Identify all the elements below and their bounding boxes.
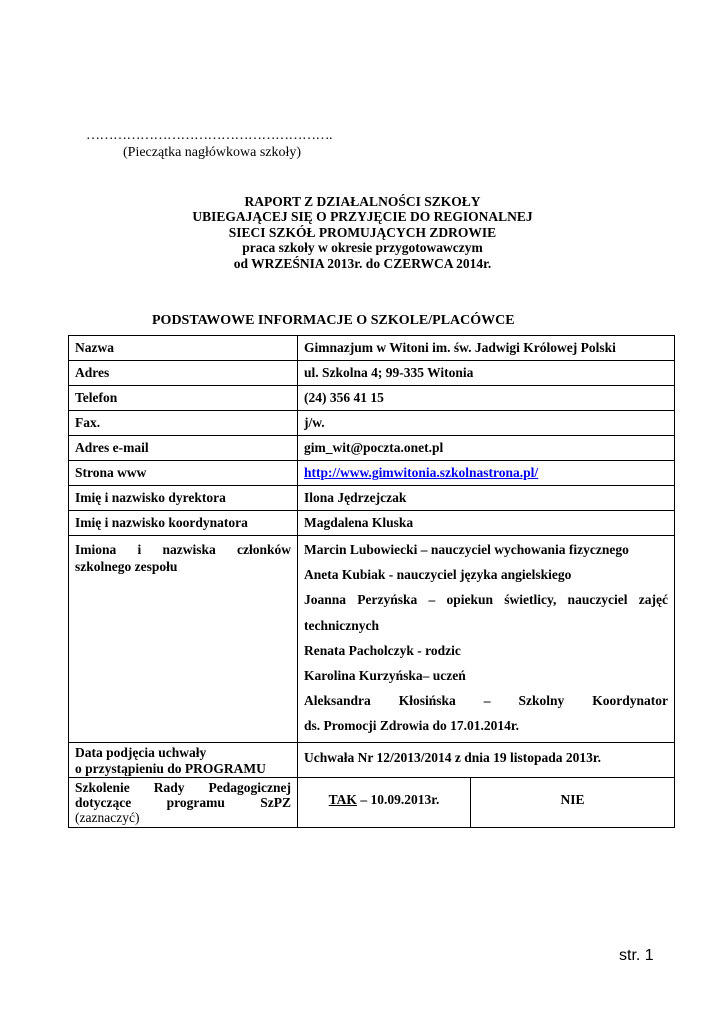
- team-members-cell: [298, 536, 675, 743]
- row-label: Fax.: [69, 411, 298, 436]
- team-member: ds. Promocji Zdrowia do 17.01.2014r.: [304, 718, 520, 734]
- table-row: [69, 361, 675, 386]
- director-value: Ilona Jędrzejczak: [298, 486, 675, 511]
- team-member: Renata Pacholczyk - rodzic: [304, 642, 461, 658]
- fax-value: j/w.: [298, 411, 675, 436]
- table-row: [69, 386, 675, 411]
- resolution-value: Uchwała Nr 12/2013/2014 z dnia 19 listopada 2013r.: [298, 742, 675, 777]
- row-label: Telefon: [69, 386, 298, 411]
- team-member: Aneta Kubiak - nauczyciel języka angielskiego: [304, 567, 572, 583]
- training-label-line1: Szkolenie Rady Pedagogicznej: [75, 779, 291, 795]
- table-row: [69, 486, 675, 511]
- team-member: Marcin Lubowiecki – nauczyciel wychowania fizycznego: [304, 542, 629, 557]
- email-value: gim_wit@poczta.onet.pl: [298, 436, 675, 461]
- table-row: [69, 742, 675, 777]
- row-label: Strona www: [69, 461, 298, 486]
- training-yes-cell[interactable]: [298, 777, 471, 827]
- title-line: od WRZEŚNIA 2013r. do CZERWCA 2014r.: [233, 255, 492, 271]
- title-line: UBIEGAJĄCEJ SIĘ O PRZYJĘCIE DO REGIONALNEJ: [192, 209, 533, 225]
- team-member: Aleksandra Kłosińska – Szkolny Koordynator: [304, 693, 668, 709]
- team-label-line2: szkolnego zespołu: [75, 559, 178, 574]
- school-info-table: [68, 335, 675, 828]
- table-row: [69, 777, 675, 827]
- phone-value: (24) 356 41 15: [298, 386, 675, 411]
- row-label: Imię i nazwisko koordynatora: [69, 511, 298, 536]
- report-title: [0, 194, 725, 271]
- title-line: RAPORT Z DZIAŁALNOŚCI SZKOŁY: [244, 194, 481, 209]
- table-row: [69, 511, 675, 536]
- table-row: [69, 336, 675, 361]
- team-label-line1: Imiona i nazwiska członków: [75, 542, 291, 557]
- resolution-label-line2: o przystąpieniu do PROGRAMU: [75, 760, 266, 776]
- table-row: [69, 461, 675, 486]
- address-value: ul. Szkolna 4; 99-335 Witonia: [298, 361, 675, 386]
- section-heading: PODSTAWOWE INFORMACJE O SZKOLE/PLACÓWCE: [152, 313, 515, 328]
- page-number: str. 1: [619, 947, 654, 964]
- stamp-label: (Pieczątka nagłówkowa szkoły): [123, 145, 302, 160]
- team-member: Joanna Perzyńska – opiekun świetlicy, nauczyciel zajęć: [304, 592, 668, 608]
- training-label-line2: dotyczące programu SzPZ: [75, 794, 291, 810]
- row-label: Imię i nazwisko dyrektora: [69, 486, 298, 511]
- table-row: [69, 411, 675, 436]
- school-name-value: Gimnazjum w Witoni im. św. Jadwigi Królowej Polski: [298, 336, 675, 361]
- training-no-label: NIE: [560, 791, 585, 807]
- row-label: Adres: [69, 361, 298, 386]
- training-label-cell: [69, 777, 298, 827]
- row-label: Nazwa: [69, 336, 298, 361]
- table-row: [69, 536, 675, 743]
- table-row: [69, 436, 675, 461]
- title-line: SIECI SZKÓŁ PROMUJĄCYCH ZDROWIE: [228, 224, 497, 240]
- resolution-label-cell: [69, 742, 298, 777]
- resolution-label-line1: Data podjęcia uchwały: [75, 744, 207, 760]
- training-yes-date: – 10.09.2013r.: [356, 791, 440, 807]
- training-yes-word: TAK: [328, 791, 357, 807]
- website-cell: [298, 461, 675, 486]
- training-no-cell[interactable]: [471, 777, 675, 827]
- team-member: technicznych: [304, 617, 379, 633]
- training-label-line3: (zaznaczyć): [75, 809, 140, 825]
- team-label-cell: [69, 536, 298, 743]
- website-link[interactable]: http://www.gimwitonia.szkolnastrona.pl/: [304, 465, 539, 480]
- team-member: Karolina Kurzyńska– uczeń: [304, 668, 466, 684]
- coordinator-value: Magdalena Kluska: [298, 511, 675, 536]
- stamp-placeholder-dots: ……………………………………………….: [86, 128, 332, 143]
- row-label: Adres e-mail: [69, 436, 298, 461]
- title-line: praca szkoły w okresie przygotowawczym: [242, 240, 483, 256]
